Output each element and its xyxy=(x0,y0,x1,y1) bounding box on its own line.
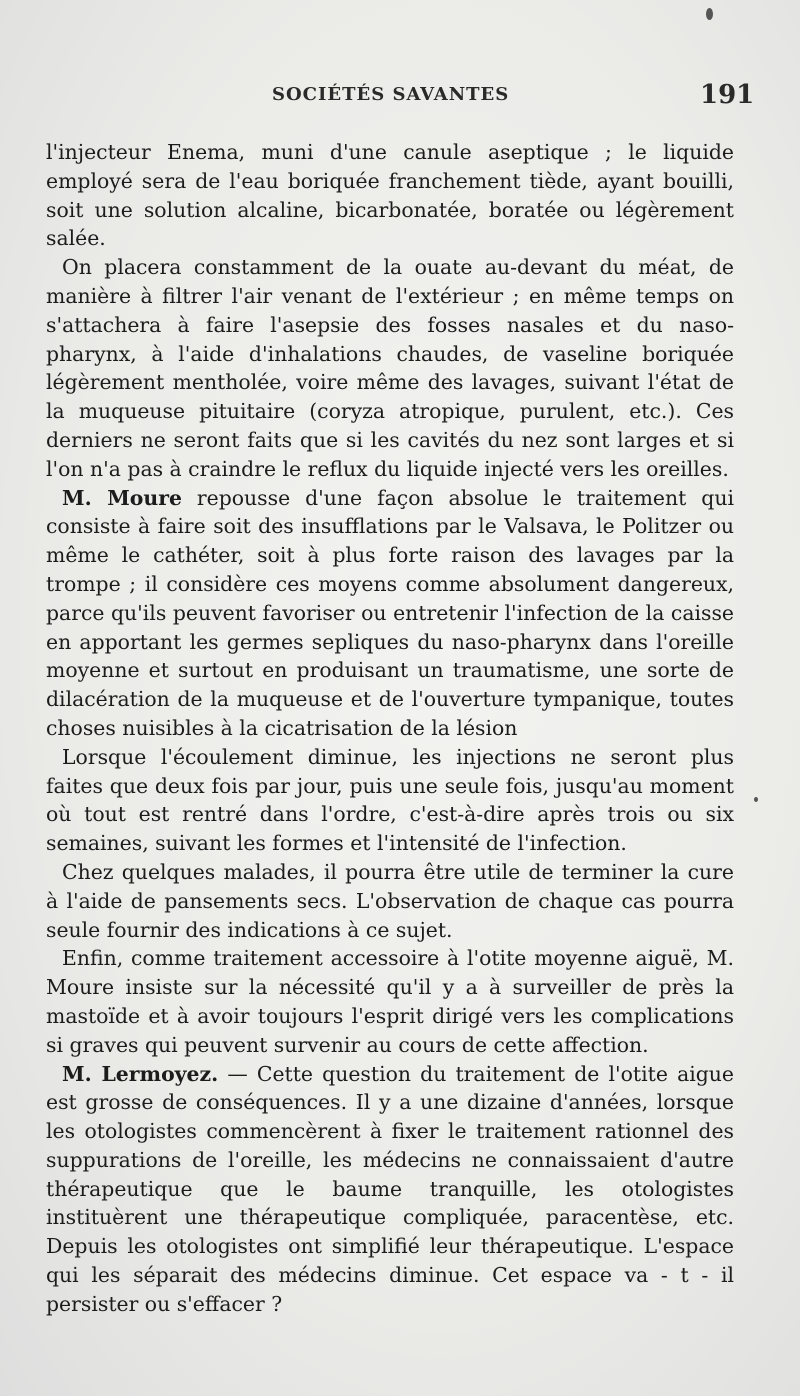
page-number: 191 xyxy=(700,80,755,110)
body-text xyxy=(46,138,734,1319)
paragraph-6: Enfin, comme traitement accessoire à l'otite moyenne aiguë, M. Moure insiste sur la nécessité qu'il y a à surveiller de près la mastoïde et à avoir toujours l'esprit dirigé vers les complications si graves qui peuvent survenir au cours de cette affection. xyxy=(46,946,734,1057)
paragraph-5: Chez quelques malades, il pourra être utile de terminer la cure à l'aide de pansements secs. L'observation de chaque cas pourra seule fournir des indications à ce sujet. xyxy=(46,859,734,942)
ink-speck xyxy=(754,797,758,802)
running-title: SOCIÉTÉS SAVANTES xyxy=(272,84,510,105)
paragraph-3-text: repousse d'une façon absolue le traitement qui consiste à faire soit des insufflations par le Valsava, le Politzer ou même le cathéter, soit à plus forte raison des lavages par la trompe ; il considère ces moyens comme absolument dangereux, parce qu'ils peuvent favoriser ou entretenir l'infection de la caisse en apportant les germes sepliques du naso-pharynx dans l'oreille moyenne et surtout en produisant un traumatisme, une sorte de dilacération de la muqueuse et de l'ouverture tympanique, toutes choses nuisibles à la cicatrisation de la lésion xyxy=(46,485,734,740)
paragraph-4: Lorsque l'écoulement diminue, les injections ne seront plus faites que deux fois par jour, puis une seule fois, jusqu'au moment où tout est rentré dans l'ordre, c'est-à-dire après trois ou six semaines, suivant les formes et l'intensité de l'infection. xyxy=(46,744,734,856)
paragraph-1: l'injecteur Enema, muni d'une canule aseptique ; le liquide employé sera de l'eau boriquée franchement tiède, ayant bouilli, soit une solution alcaline, bicarbonatée, boratée ou légèrement salée. xyxy=(46,140,734,251)
paragraph-3 xyxy=(46,484,734,743)
speaker-name-moure: M. Moure xyxy=(62,485,182,510)
paragraph-7 xyxy=(46,1060,734,1319)
paragraph-2: On placera constamment de la ouate au-devant du méat, de manière à filtrer l'air venant de l'extérieur ; en même temps on s'attachera à faire l'asepsie des fosses nasales et du naso-pharynx, à l'aide d'inhalations chaudes, de vaseline boriquée légèrement mentholée, voire même des lavages, suivant l'état de la muqueuse pituitaire (coryza atropique, purulent, etc.). Ces derniers ne seront faits que si les cavités du nez sont larges et si l'on n'a pas à craindre le reflux du liquide injecté vers les oreilles. xyxy=(46,255,734,481)
paragraph-7-text: — Cette question du traitement de l'otite aigue est grosse de conséquences. Il y a une dizaine d'années, lorsque les otologistes commencèrent à fixer le traitement rationnel des suppurations de l'oreille, les médecins ne connaissaient d'autre thérapeutique que le baume tranquille, les otologistes instituèrent une thérapeutique compliquée, paracentèse, etc. Depuis les otologistes ont simplifié leur thérapeutique. L'espace qui les séparait des médecins diminue. Cet espace va - t - il persister ou s'effacer ? xyxy=(46,1061,734,1316)
speaker-name-lermoyez: M. Lermoyez. xyxy=(62,1061,219,1086)
running-head xyxy=(0,80,800,114)
ink-speck xyxy=(706,8,713,20)
